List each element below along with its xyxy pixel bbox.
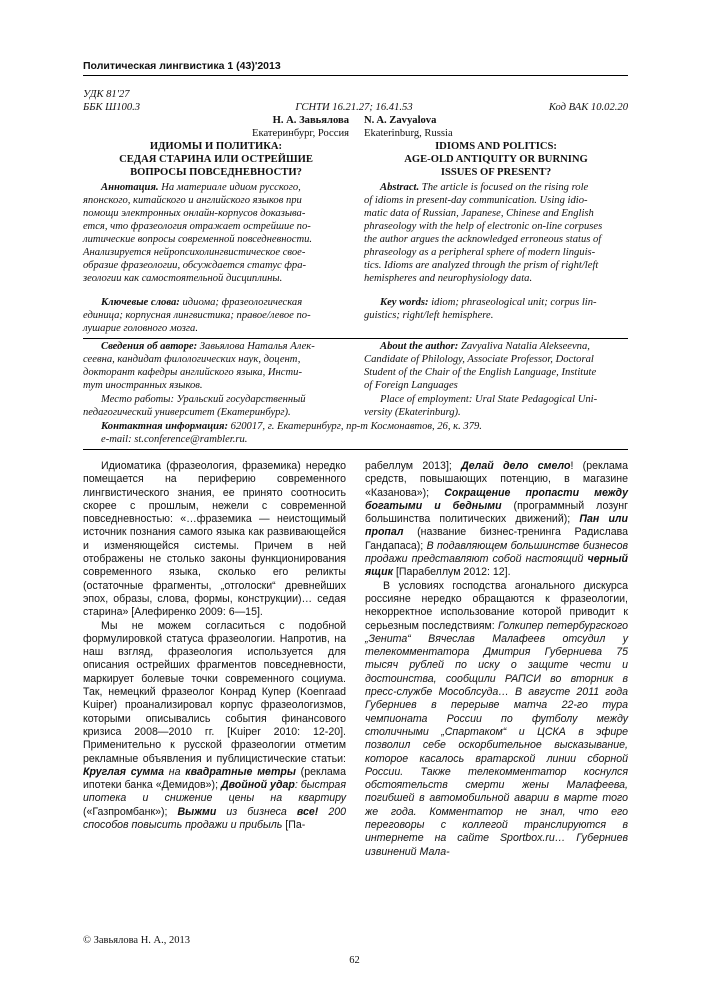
ru-abstract-line: зеологии как самостоятельной дисциплины. xyxy=(83,273,283,284)
bbk-code: ББК Ш100.3 xyxy=(83,102,141,113)
ru-about-label: Сведения об авторе: xyxy=(101,341,198,352)
ru-abstract-line: образие фразеологии, обсуждается статус фра- xyxy=(83,260,307,271)
en-about-line: of Foreign Languages xyxy=(364,380,458,391)
udk-code: УДК 81'27 xyxy=(83,89,130,100)
en-keywords-label: Key words: xyxy=(380,297,429,308)
en-abstract-line: phraseology as a peripheral sphere of modern linguis- xyxy=(364,247,596,258)
paragraph: В условиях господства агонального дискурса россияне нередко обращаются к фразеологии, некорректное использование которой приводит к серьезным последствиям: Голкипер петербургского „Зенита“ Вячеслав Малафеев отсудил у телекомментатора Дмитрия Губерниева 75 тысяч рублей по иску о защите чести и достоинства, сообщили РАПСИ во вторник в пресс-службе Мособлсуда… В августе 2011 года Губерниев в перерыве матча 22-го тура чемпионата России по футболу между столичными „Спартаком“ и ЦСКА в эфире позволил себе оскорбительное высказывание, которое касалось вратарской линии сборной России. Также телекомментатор коснулся обстоятельств смерти жены Малафеева, погибшей в автомобильной аварии в марте того же года. Комментатор не знал, что его переговоры с коллегой транслируются в интернете на сайте Sportbox.ru… Губерниев извинений Мала- xyxy=(365,579,628,858)
ru-about-line: тут иностранных языков. xyxy=(83,380,203,391)
page-number: 62 xyxy=(349,955,360,966)
en-title-line: AGE-OLD ANTIQUITY OR BURNING xyxy=(404,154,588,165)
contact-line: Контактная информация: 620017, г. Екатеринбург, пр-т Космонавтов, 26, к. 379. xyxy=(101,421,482,432)
en-abstract-line: tics. Idioms are analyzed through the prism of right/left xyxy=(364,260,599,271)
en-abstract-line: of idioms in present-day communication. Using idio- xyxy=(364,195,588,206)
en-city: Ekaterinburg, Russia xyxy=(364,128,453,139)
ru-keywords-line: единица; корпусная лингвистика; правое/левое по- xyxy=(83,310,311,321)
ru-about-line: Сведения об авторе: Завьялова Наталья Алек- xyxy=(101,341,315,352)
body-column-left xyxy=(83,460,346,832)
ru-abstract-line: помощи электронных онлайн-корпусов доказыва- xyxy=(83,208,306,219)
en-keywords-line: guistics; right/left hemisphere. xyxy=(364,310,494,321)
en-about-line: Candidate of Philology, Associate Professor, Doctoral xyxy=(364,354,594,365)
en-abstract-line: hemispheres and neurophysiology data. xyxy=(364,273,533,284)
contact-label: Контактная информация: xyxy=(101,421,228,432)
en-title-line: IDIOMS AND POLITICS: xyxy=(435,141,557,152)
en-abstract-line: Abstract. The article is focused on the rising role xyxy=(380,182,589,193)
ru-abstract-line: Анализируется нейропсихолингвистическое свое- xyxy=(83,247,306,258)
journal-header: Политическая лингвистика 1 (43)'2013 xyxy=(83,60,281,72)
ru-abstract-line: японского, китайского и английского языков при xyxy=(83,195,302,206)
copyright: © Завьялова Н. А., 2013 xyxy=(83,935,190,946)
en-about-line: Student of the Chair of the English Language, Institute xyxy=(364,367,597,378)
ru-keywords-line: лушарие головного мозга. xyxy=(83,323,198,334)
ru-abstract-line: литические вопросы современной повседневности. xyxy=(83,234,313,245)
ru-title-line: ИДИОМЫ И ПОЛИТИКА: xyxy=(149,141,283,152)
en-title-line: ISSUES OF PRESENT? xyxy=(440,167,552,178)
grnti-code: ГСНТИ 16.21.27; 16.41.53 xyxy=(295,102,413,113)
contact-email: e-mail: st.conference@rambler.ru. xyxy=(101,434,248,445)
en-work-line: Place of employment: Ural State Pedagogical Uni- xyxy=(380,394,598,405)
en-keywords-line: Key words: idiom; phraseological unit; corpus lin- xyxy=(380,297,597,308)
ru-title-line: ВОПРОСЫ ПОВСЕДНЕВНОСТИ? xyxy=(130,167,302,178)
ru-keywords-line: Ключевые слова: идиома; фразеологическая xyxy=(101,297,303,308)
ru-city: Екатеринбург, Россия xyxy=(251,128,349,139)
ru-about-line: сеевна, кандидат филологических наук, доцент, xyxy=(83,354,301,365)
en-abstract-line: phraseology with the help of electronic on-line corpuses xyxy=(364,221,603,232)
vak-code: Код ВАК 10.02.20 xyxy=(548,102,628,113)
en-about-label: About the author: xyxy=(380,341,459,352)
en-abstract-line: matic data of Russian, Japanese, Chinese and English xyxy=(364,208,594,219)
ru-about-line: докторант кафедры английского языка, Инсти- xyxy=(83,367,302,378)
header-rule xyxy=(83,75,628,76)
en-abstract-label: Abstract. xyxy=(380,182,420,193)
ru-abstract-line: ется, что фразеология отражает острейшие по- xyxy=(83,221,311,232)
ru-work-line: Место работы: Уральский государственный xyxy=(101,394,306,405)
ru-abstract-label: Аннотация. xyxy=(101,182,159,193)
ru-author: Н. А. Завьялова xyxy=(272,115,349,126)
paragraph: Идиоматика (фразеология, фраземика) нередко помещается на периферию современного лингвистического знания, ее принято соотносить скорее с прошлым, нежели с современной повседневностью: «…фраземика — неистощимый источник познания самого языка как развивающейся и изменяющейся системы. Причем в ней отображены не столько законы функционирования современного языка, сколько его реликты (остаточные фрагменты, „отголоски“ древнейших эпох, образы, слова, формы, конструкции)… седая старина» [Алефиренко 2009: 6—15]. xyxy=(83,460,346,619)
ru-keywords-label: Ключевые слова: xyxy=(101,297,180,308)
ru-abstract-line: Аннотация. На материале идиом русского, xyxy=(101,182,301,193)
en-work-line: versity (Ekaterinburg). xyxy=(364,407,461,418)
paragraph: рабеллум 2013]; Делай дело смело! (реклама средств, повышающих потенцию, в магазине «Казанова»); Сокращение пропасти между богатыми и бедными (программный лозунг большинства политических движений); Пан или пропал (название бизнес-тренинга Радислава Гандапаса); В подавляющем большинстве бизнесов продажи представляют собой настоящий черный ящик [Парабеллум 2012: 12]. xyxy=(365,460,628,579)
author-info-rule xyxy=(83,338,628,339)
body-column-right xyxy=(365,460,628,859)
en-about-line: About the author: Zavyaliva Natalia Alekseevna, xyxy=(380,341,590,352)
ru-work-line: педагогический университет (Екатеринбург). xyxy=(83,407,291,418)
en-author: N. A. Zavyalova xyxy=(364,115,437,126)
en-abstract-line: the author argues the acknowledged erroneous status of xyxy=(364,234,602,245)
author-info-bottom-rule xyxy=(83,449,628,450)
ru-title-line: СЕДАЯ СТАРИНА ИЛИ ОСТРЕЙШИЕ xyxy=(119,154,313,165)
paragraph: Мы не можем согласиться с подобной формулировкой статуса фразеологии. Напротив, на наш взгляд, фразеология используется для описания острейших фрагментов повседневности, маркирует болевые точки современного социума. Так, немецкий фразеолог Конрад Купер (Koenraad Kuiper) проанализировал корпус фразеологизмов, которыми описывались события финансового кризиса 2008—2010 гг. [Kuiper 2010: 12-20]. Применительно к русской фразеологии отметим рекламные объявления и публицистические статьи: Круглая сумма на квадратные метры (реклама ипотеки банка «Демидов»); Двойной удар: быстрая ипотека и снижение цены на квартиру («Газпромбанк»); Выжми из бизнеса все! 200 способов повысить продажи и прибыль [Па- xyxy=(83,619,347,832)
